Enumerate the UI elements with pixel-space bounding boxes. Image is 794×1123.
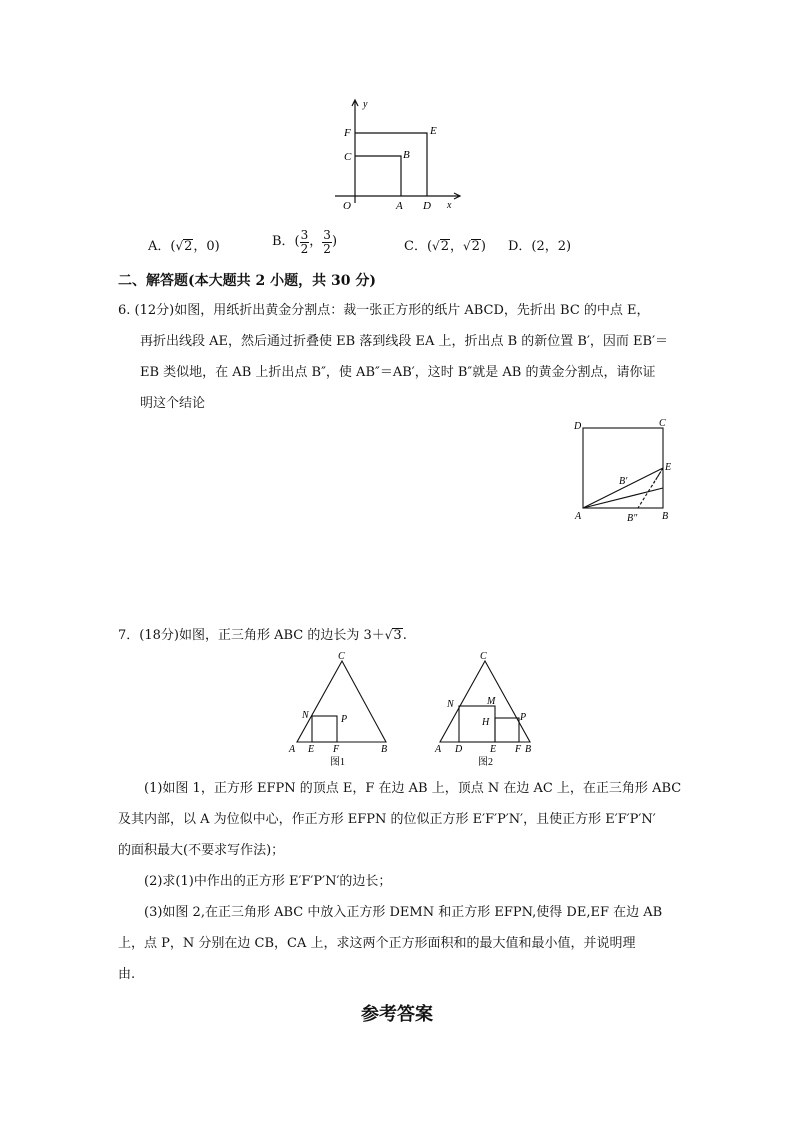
q7-p1-line-3: 的面积最大(不要求写作法)； bbox=[118, 843, 285, 858]
q6-label-a: A bbox=[575, 511, 582, 522]
golden-section-figure bbox=[570, 415, 680, 527]
q7-p1-line-1: (1)如图 1，正方形 EFPN 的顶点 E，F 在边 AB 上，顶点 N 在边 AC 上，在正三角形 ABC bbox=[144, 781, 682, 796]
question-6-text bbox=[118, 295, 678, 425]
fig2-label-e: E bbox=[490, 744, 497, 755]
q7-p3-line-1: (3)如图 2,在正三角形 ABC 中放入正方形 DEMN 和正方形 EFPN,使得 DE,EF 在边 AB bbox=[144, 905, 663, 920]
fig2-caption: 图2 bbox=[478, 757, 493, 768]
fig2-label-c: C bbox=[480, 651, 487, 662]
choice-c-sqrt-1: 2 bbox=[440, 239, 449, 254]
fig2-label-p: P bbox=[520, 712, 527, 723]
point-o-label: O bbox=[343, 200, 351, 212]
q6-line-4: 明这个结论 bbox=[140, 396, 206, 411]
figure-2 bbox=[430, 648, 542, 770]
fig2-label-m: M bbox=[487, 696, 496, 707]
choice-c-label: C．( bbox=[404, 239, 433, 254]
q7-p3-line-3: 由. bbox=[118, 967, 136, 982]
q6-label-bprime: B′ bbox=[619, 476, 628, 487]
q6-label-bdoubleprime: B″ bbox=[627, 513, 638, 524]
q6-label-d: D bbox=[574, 421, 582, 432]
fig2-label-b: B bbox=[525, 744, 532, 755]
fig1-caption: 图1 bbox=[330, 757, 345, 768]
figure-1 bbox=[285, 648, 395, 770]
q6-line-1: 6. (12分)如图，用纸折出黄金分割点：裁一张正方形的纸片 ABCD，先折出 BC 的中点 E， bbox=[118, 303, 650, 318]
fig2-label-h: H bbox=[482, 717, 490, 728]
fig1-label-a: A bbox=[289, 744, 296, 755]
choice-d: D．(2，2) bbox=[508, 239, 572, 254]
axis-x-label: x bbox=[447, 200, 452, 211]
fig2-label-a: A bbox=[435, 744, 442, 755]
choice-a-label: A．( bbox=[148, 239, 176, 254]
fig1-label-n: N bbox=[302, 710, 309, 721]
fig2-label-n: N bbox=[447, 699, 454, 710]
point-a-label: A bbox=[396, 200, 403, 212]
point-f-label: F bbox=[344, 127, 351, 139]
answer-heading: 参考答案 bbox=[361, 1004, 433, 1025]
point-b-label: B bbox=[403, 149, 410, 161]
q7-p2-line-1: (2)求(1)中作出的正方形 E′F′P′N′的边长； bbox=[144, 874, 392, 889]
fig1-label-c: C bbox=[338, 651, 345, 662]
section-heading: 二、解答题(本大题共 2 小题，共 30 分) bbox=[118, 273, 376, 289]
q7-p1-line-2: 及其内部，以 A 为位似中心，作正方形 EFPN 的位似正方形 E′F′P′N′，且使正方形 E′F′P′N′ bbox=[118, 812, 656, 827]
choice-b-frac-1: $\frac{3}{2}$ bbox=[300, 227, 309, 256]
choice-c-sqrt-2: 2 bbox=[471, 239, 480, 254]
fig1-label-p: P bbox=[341, 714, 348, 725]
q7-sqrt-value: 3 bbox=[393, 628, 402, 643]
point-e-label: E bbox=[430, 125, 437, 137]
choice-a-tail: ，0) bbox=[193, 239, 220, 254]
fig1-label-f: F bbox=[333, 744, 340, 755]
fig2-label-f: F bbox=[515, 744, 522, 755]
fig2-label-d: D bbox=[455, 744, 463, 755]
coordinate-figure bbox=[330, 95, 470, 215]
question-7-body bbox=[118, 773, 688, 993]
q6-label-c: C bbox=[659, 418, 666, 429]
q7-p3-line-2: 上，点 P，N 分别在边 CB，CA 上，求这两个正方形面积和的最大值和最小值，并说明理 bbox=[118, 936, 636, 951]
choice-b-frac-2: $\frac{3}{2}$ bbox=[323, 227, 331, 256]
choice-a: A．(√2，0) bbox=[148, 239, 220, 254]
choice-a-sqrt: 2 bbox=[184, 239, 193, 254]
fig1-label-b: B bbox=[381, 744, 388, 755]
fig1-label-e: E bbox=[308, 744, 315, 755]
q6-label-b: B bbox=[662, 511, 669, 522]
choice-b: B．( $\frac{3}{2}$ ， $\frac{3}{2}$ ) bbox=[272, 227, 338, 256]
choice-b-label: B．( bbox=[272, 234, 300, 249]
point-c-label: C bbox=[344, 151, 352, 163]
choice-c: C．(√2，√2) bbox=[404, 239, 486, 254]
q6-line-3: EB 类似地，在 AB 上折出点 B″，使 AB″＝AB′，这时 B″就是 AB 的黄金分割点，请你证 bbox=[140, 365, 656, 380]
q6-line-2: 再折出线段 AE，然后通过折叠使 EB 落到线段 EA 上，折出点 B 的新位置 B′，因而 EB′＝ bbox=[140, 334, 669, 349]
q6-label-e: E bbox=[665, 462, 672, 473]
question-7-title: 7．(18分)如图，正三角形 ABC 的边长为 3＋√3. bbox=[118, 628, 407, 643]
axis-y-label: y bbox=[363, 99, 368, 110]
point-d-label: D bbox=[423, 200, 431, 212]
